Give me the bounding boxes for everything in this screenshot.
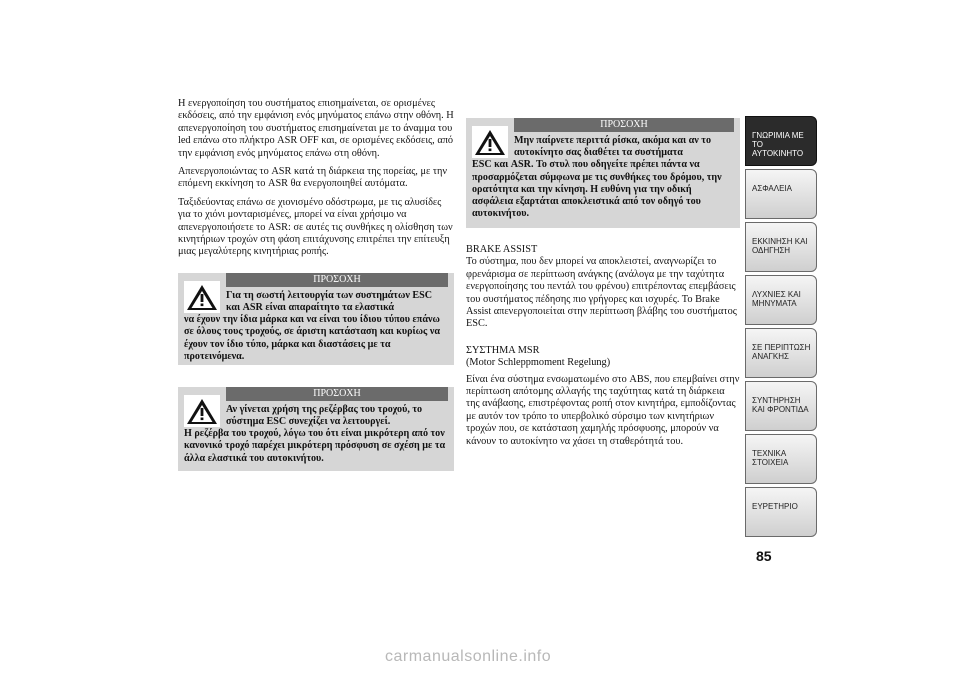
warning-text — [472, 132, 734, 220]
warning-title: ΠΡΟΣΟΧΗ — [514, 118, 734, 132]
tab-chapter-4[interactable]: ΛΥΧΝΙΕΣ ΚΑΙ ΜΗΝΥΜΑΤΑ — [745, 275, 817, 325]
warning-box-3 — [466, 118, 740, 228]
warning-text — [184, 401, 448, 465]
paragraph: Απενεργοποιώντας το ASR κατά τη διάρκεια της πορείας, με την επόμενη εκκίνηση το ASR θα ενεργοποιηθεί αυτόματα. — [178, 166, 448, 190]
left-column — [178, 98, 454, 471]
warning-lead: Μην παίρνετε περιττά ρίσκα, ακόμα και αν το αυτοκίνητο σας διαθέτει τα συστήματα — [514, 135, 711, 159]
paragraph: Είναι ένα σύστημα ενσωματωμένο στο ABS, που επεμβαίνει στην περίπτωση απότομης αλλαγής της ταχύτητας κατά τη διάρκεια της ανάβασης, επιστρέφοντας ροπή στον κινητήρα, εμποδίζοντας με αυτόν τον τρόπο το υπερβολικό σύρσιμο των κινητήριων τροχών που, σε κατάσταση χαμηλής πρόσφυσης, μπορούν να κάνουν το αυτοκίνητο να χάσει τη σταθερότητά του. — [466, 373, 740, 447]
chapter-tabs — [745, 116, 817, 540]
section-heading-msr: ΣΥΣΤΗΜΑ MSR — [466, 344, 540, 356]
page-number: 85 — [756, 548, 772, 564]
warning-text — [184, 287, 448, 363]
warning-title: ΠΡΟΣΟΧΗ — [226, 387, 448, 401]
warning-rest: να έχουν την ίδια μάρκα και να είναι του ίδιου τύπου επάνω σε όλους τους τροχούς, σε άριστη κατάσταση και κυρίως να έχουν τον ίδιο τύπο, μάρκα και διαστάσεις με τα προτεινόμενα. — [184, 314, 440, 362]
warning-title: ΠΡΟΣΟΧΗ — [226, 273, 448, 287]
tab-chapter-1[interactable]: ΓΝΩΡΙΜΙΑ ΜΕ ΤΟ ΑΥΤΟΚΙΝΗΤΟ — [745, 116, 817, 166]
tab-chapter-7[interactable]: ΤΕΧΝΙΚΑ ΣΤΟΙΧΕΙΑ — [745, 434, 817, 484]
warning-lead: Για τη σωστή λειτουργία των συστημάτων ESC και ASR είναι απαραίτητο τα ελαστικά — [226, 289, 433, 314]
tab-chapter-6[interactable]: ΣΥΝΤΗΡΗΣΗ ΚΑΙ ΦΡΟΝΤΙΔΑ — [745, 381, 817, 431]
warning-rest: ESC και ASR. Το στυλ που οδηγείτε πρέπει πάντα να προσαρμόζεται σύμφωνα με τις συνθήκες του δρόμου, την ορατότητα και την κίνηση. Η ευθύνη για την οδική ασφάλεια εξαρτάται αποκλειστικά από τον οδηγό του αυτοκινήτου. — [472, 159, 722, 220]
right-column — [466, 118, 740, 454]
warning-lead: Αν γίνεται χρήση της ρεζέρβας του τροχού, το σύστημα ESC συνεχίζει να λειτουργεί. — [226, 403, 423, 428]
warning-box-1 — [178, 273, 454, 365]
warning-box-2 — [178, 387, 454, 471]
warning-triangle-icon — [472, 126, 508, 158]
section-heading-brake-assist: BRAKE ASSIST — [466, 244, 538, 255]
tab-chapter-3[interactable]: ΕΚΚΙΝΗΣΗ ΚΑΙ ΟΔΗΓΗΣΗ — [745, 222, 817, 272]
section-subheading-msr: (Motor Schleppmoment Regelung) — [466, 357, 611, 369]
paragraph: Το σύστημα, που δεν μπορεί να αποκλειστεί, αναγνωρίζει το φρενάρισμα σε περίπτωση ανάγκης (ανάλογα με την ταχύτητα ενεργοποίησης του πεντάλ του φρένου) επιτρέποντας επεμβάσεις του συστήματος πέδησης πιο γρήγορες και ισχυρές. Το Brake Assist απενεργοποιείται στην περίπτωση βλάβης του συστήματος ESC. — [466, 256, 737, 330]
tab-chapter-8[interactable]: ΕΥΡΕΤΗΡΙΟ — [745, 487, 817, 537]
tab-chapter-2[interactable]: ΑΣΦΑΛΕΙΑ — [745, 169, 817, 219]
watermark: carmanualsonline.info — [385, 648, 552, 665]
tab-chapter-5[interactable]: ΣΕ ΠΕΡΙΠΤΩΣΗ ΑΝΑΓΚΗΣ — [745, 328, 817, 378]
warning-triangle-icon — [184, 281, 220, 313]
paragraph: Ταξιδεύοντας επάνω σε χιονισμένο οδόστρωμα, με τις αλυσίδες για το χιόνι μονταρισμένες, μπορεί να είναι χρήσιμο να απενεργοποιήσετε το ASR: σε αυτές τις συνθήκες η ολίσθηση των κινητήριων τροχών στη φάση επιτάχυνσης επιτρέπει την επίτευξη μιας μεγαλύτερης κινητήριας ροπής. — [178, 196, 453, 258]
warning-triangle-icon — [184, 395, 220, 427]
paragraph: Η ενεργοποίηση του συστήματος επισημαίνεται, σε ορισμένες εκδόσεις, από την εμφάνιση ενός μηνύματος επάνω στην οθόνη. Η απενεργοποίηση του συστήματος επισημαίνεται με το άναμμα του led επάνω στο πλήκτρο ASR OFF και, σε ορισμένες εκδόσεις, από την εμφάνιση ενός μηνύματος επάνω στη οθόνη. — [178, 98, 454, 159]
warning-rest: Η ρεζέρβα του τροχού, λόγω του ότι είναι μικρότερη από τον κανονικό τροχό παρέχει μικρότερη πρόσφυση σε σχέση με τα άλλα ελαστικά του αυτοκινήτου. — [184, 428, 446, 464]
